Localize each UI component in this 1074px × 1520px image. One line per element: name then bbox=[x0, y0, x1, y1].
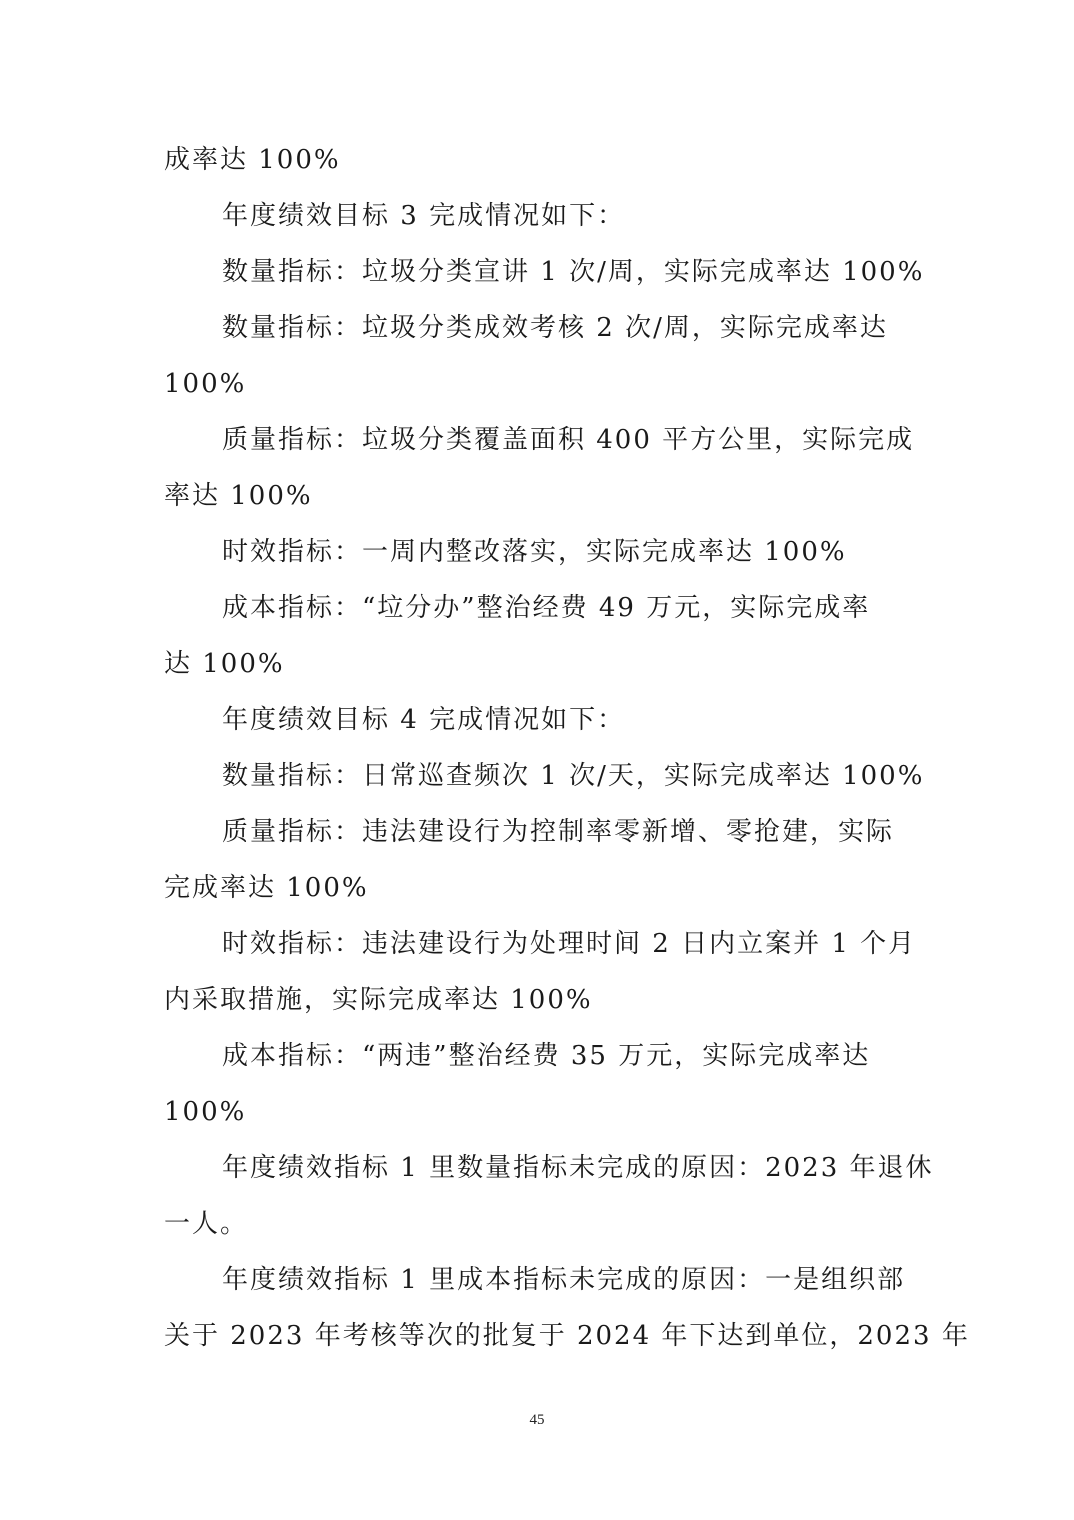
text-line-13: 质量指标：违法建设行为控制率零新增、零抢建，实际 bbox=[222, 817, 895, 847]
text-line-18: 100% bbox=[164, 1097, 247, 1127]
text-line-9: 成本指标：“垃分办”整治经费 49 万元，实际完成率 bbox=[222, 593, 871, 623]
text-line-3: 数量指标：垃圾分类宣讲 1 次/周，实际完成率达 100% bbox=[222, 257, 925, 287]
text-line-7: 率达 100% bbox=[164, 481, 313, 511]
text-line-14: 完成率达 100% bbox=[164, 873, 369, 903]
text-line-8: 时效指标：一周内整改落实，实际完成率达 100% bbox=[222, 537, 847, 567]
text-line-20: 一人。 bbox=[164, 1209, 249, 1239]
text-line-5: 100% bbox=[164, 369, 247, 399]
page-number: 45 bbox=[529, 1412, 545, 1428]
text-line-11: 年度绩效目标 4 完成情况如下： bbox=[222, 705, 626, 735]
text-line-21: 年度绩效指标 1 里成本指标未完成的原因：一是组织部 bbox=[222, 1265, 906, 1295]
text-line-16: 内采取措施，实际完成率达 100% bbox=[164, 985, 593, 1015]
text-line-15: 时效指标：违法建设行为处理时间 2 日内立案并 1 个月 bbox=[222, 929, 917, 959]
text-line-12: 数量指标：日常巡查频次 1 次/天，实际完成率达 100% bbox=[222, 761, 925, 791]
text-line-2: 年度绩效目标 3 完成情况如下： bbox=[222, 201, 626, 231]
text-line-22: 关于 2023 年考核等次的批复于 2024 年下达到单位，2023 年 bbox=[164, 1321, 970, 1351]
text-line-4: 数量指标：垃圾分类成效考核 2 次/周，实际完成率达 bbox=[222, 313, 888, 343]
text-line-1: 成率达 100% bbox=[164, 145, 341, 175]
text-line-6: 质量指标：垃圾分类覆盖面积 400 平方公里，实际完成 bbox=[222, 425, 915, 455]
text-line-10: 达 100% bbox=[164, 649, 285, 679]
text-line-19: 年度绩效指标 1 里数量指标未完成的原因：2023 年退休 bbox=[222, 1153, 934, 1183]
text-line-17: 成本指标：“两违”整治经费 35 万元，实际完成率达 bbox=[222, 1041, 871, 1071]
